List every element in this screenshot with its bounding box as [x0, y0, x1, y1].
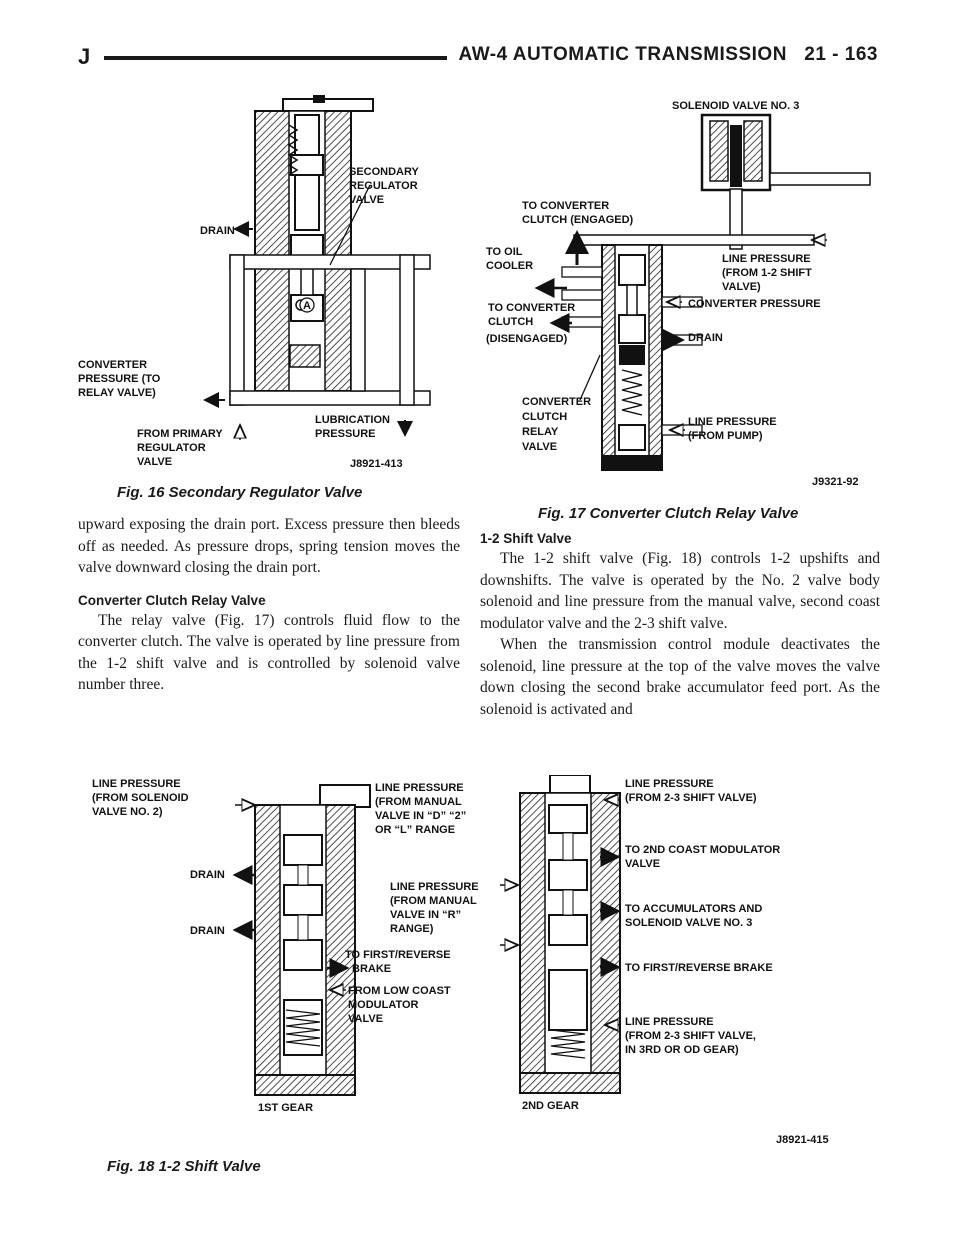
fig18-code: J8921-415	[776, 1134, 829, 1146]
fig17-label-relay-4: VALVE	[522, 441, 558, 453]
fig16-caption: Fig. 16 Secondary Regulator Valve	[117, 484, 363, 501]
fig18-label-manualr-1: LINE PRESSURE	[390, 881, 479, 893]
page-number: 21 - 163	[804, 44, 878, 65]
fig16-label-primary-1: FROM PRIMARY	[137, 428, 223, 440]
fig17-label-cooler-2: COOLER	[486, 260, 534, 272]
fig16-label-valve-3: VALVE	[349, 194, 385, 206]
fig16-label-conv-1: CONVERTER	[78, 359, 148, 371]
fig17-label-disengaged-1: TO CONVERTER	[488, 302, 576, 314]
fig16-diagram	[75, 95, 460, 475]
fig17-label-disengaged-3: (DISENGAGED)	[486, 333, 568, 345]
fig16-label-conv-3: RELAY VALVE)	[78, 387, 156, 399]
fig18-label-lowcoast-3: VALVE	[348, 1013, 384, 1025]
fig17-label-engaged-1: TO CONVERTER	[522, 200, 610, 212]
fig17-label-line12-1: LINE PRESSURE	[722, 253, 811, 265]
fig18-label-lowcoast-2: MODULATOR	[348, 999, 419, 1011]
fig18-label-manualr-4: RANGE)	[390, 923, 434, 935]
fig16-label-conv-2: PRESSURE (TO	[78, 373, 161, 385]
fig18-label-line23-1: LINE PRESSURE	[625, 778, 714, 790]
fig18-label-drain-2: DRAIN	[190, 925, 225, 937]
fig18-label-gear2: 2ND GEAR	[522, 1100, 579, 1112]
fig17-label-relay-1: CONVERTER	[522, 396, 592, 408]
fig18-label-firstrev2: TO FIRST/REVERSE BRAKE	[625, 962, 773, 974]
fig16-label-lube-2: PRESSURE	[315, 428, 376, 440]
fig18-label-firstrev-2: BRAKE	[352, 963, 392, 975]
fig16-label-lube-1: LUBRICATION	[315, 414, 390, 426]
fig16-label-valve-2: REGULATOR	[349, 180, 418, 192]
right-para-2: When the transmission control module deactivates the solenoid, line pressure at the top of the valve moves the valve down closing the second brake accumulator feed port. As the solenoid is activated and	[480, 636, 880, 718]
fig18-label-accum-1: TO ACCUMULATORS AND	[625, 903, 763, 915]
fig17-code: J9321-92	[812, 476, 859, 488]
fig18-label-gear1: 1ST GEAR	[258, 1102, 314, 1114]
fig18-label-coast2-1: TO 2ND COAST MODULATOR	[625, 844, 781, 856]
fig17-label-relay-2: CLUTCH	[522, 411, 568, 423]
fig17-caption: Fig. 17 Converter Clutch Relay Valve	[538, 505, 799, 522]
fig18-label-manual-2: (FROM MANUAL	[375, 796, 462, 808]
fig18-label-firstrev-1: TO FIRST/REVERSE	[345, 949, 451, 961]
right-text-column	[480, 531, 880, 720]
fig18-label-manual-3: VALVE IN “D” “2”	[375, 810, 467, 822]
fig18-label-line23b-1: LINE PRESSURE	[625, 1016, 714, 1028]
header-title-text: AW-4 AUTOMATIC TRANSMISSION	[458, 44, 787, 65]
fig18-label-line23b-2: (FROM 2-3 SHIFT VALVE,	[625, 1030, 756, 1042]
fig18-label-manual-4: OR “L” RANGE	[375, 824, 456, 836]
fig18-label-line23b-3: IN 3RD OR OD GEAR)	[625, 1044, 739, 1056]
fig17-label-engaged-2: CLUTCH (ENGAGED)	[522, 214, 634, 226]
fig16-code: J8921-413	[350, 458, 403, 470]
left-para-1: upward exposing the drain port. Excess pressure then bleeds off as needed. As pressure drops, spring tension moves the valve downward closing the drain port.	[78, 516, 460, 576]
right-para-1: The 1-2 shift valve (Fig. 18) controls 1-2 upshifts and downshifts. The valve is operated by the No. 2 valve body solenoid and line pressure from the manual valve, second coast modulator valve and the 2-3 shift valve.	[480, 550, 880, 632]
fig18-label-manual-1: LINE PRESSURE	[375, 782, 464, 794]
fig17-diagram	[482, 95, 882, 495]
fig17-label-disengaged-2: CLUTCH	[488, 316, 534, 328]
fig17-label-cooler-1: TO OIL	[486, 246, 523, 258]
fig18-diagram	[90, 775, 880, 1155]
fig17-label-pump-2: (FROM PUMP)	[688, 430, 763, 442]
fig16-label-drain: DRAIN	[200, 225, 235, 237]
fig16-label-primary-2: REGULATOR	[137, 442, 206, 454]
fig18-label-drain-1: DRAIN	[190, 869, 225, 881]
fig16-label-valve-1: SECONDARY	[349, 166, 419, 178]
fig18-label-manualr-2: (FROM MANUAL	[390, 895, 477, 907]
fig18-label-line23-2: (FROM 2-3 SHIFT VALVE)	[625, 792, 757, 804]
fig18-label-sol2-2: (FROM SOLENOID	[92, 792, 189, 804]
fig18-label-coast2-2: VALVE	[625, 858, 661, 870]
fig17-label-line12-3: VALVE)	[722, 281, 761, 293]
fig17-label-conv: CONVERTER PRESSURE	[688, 298, 821, 310]
fig17-label-line12-2: (FROM 1-2 SHIFT	[722, 267, 812, 279]
left-text-column	[78, 514, 460, 696]
fig17-label-solenoid: SOLENOID VALVE NO. 3	[672, 100, 800, 112]
fig17-label-drain: DRAIN	[688, 332, 723, 344]
fig17-label-pump-1: LINE PRESSURE	[688, 416, 777, 428]
fig18-label-sol2-3: VALVE NO. 2)	[92, 806, 163, 818]
left-para-2: The relay valve (Fig. 17) controls fluid flow to the converter clutch. The valve is operated by line pressure from the 1-2 shift valve and is controlled by solenoid valve number three.	[78, 611, 460, 693]
fig18-label-lowcoast-1: FROM LOW COAST	[348, 985, 451, 997]
fig18-label-sol2-1: LINE PRESSURE	[92, 778, 181, 790]
header-letter: J	[78, 44, 91, 69]
heading-shift-valve: 1-2 Shift Valve	[480, 531, 572, 546]
fig18-label-accum-2: SOLENOID VALVE NO. 3	[625, 917, 753, 929]
heading-relay-valve: Converter Clutch Relay Valve	[78, 592, 266, 608]
header-title	[447, 44, 878, 66]
fig18-caption: Fig. 18 1-2 Shift Valve	[107, 1158, 261, 1175]
fig17-label-relay-3: RELAY	[522, 426, 559, 438]
fig16-mark-a: A	[303, 300, 311, 312]
fig18-label-manualr-3: VALVE IN “R”	[390, 909, 462, 921]
fig16-label-primary-3: VALVE	[137, 456, 173, 468]
page-header	[78, 42, 878, 72]
